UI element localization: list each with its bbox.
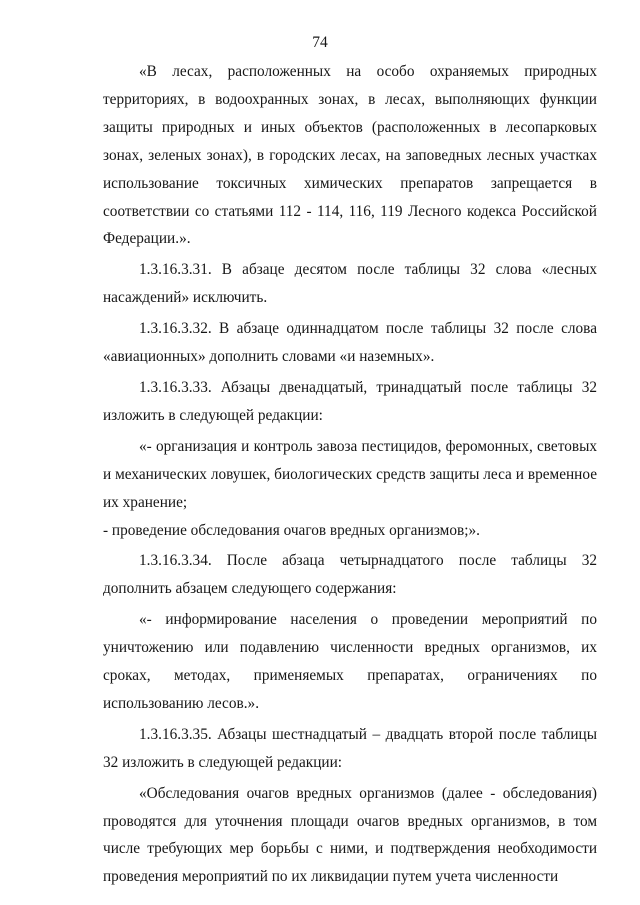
- paragraph-1-3-16-3-32: 1.3.16.3.32. В абзаце одиннадцатом после таблицы 32 после слова «авиационных» дополнить словами «и наземных».: [103, 320, 597, 366]
- paragraph-informing-population: «- информирование населения о проведении мероприятий по уничтожению или подавлению численности вредных организмов, их сроках, методах, применяемых препаратах, ограничениях по использованию лесов.».: [103, 611, 597, 712]
- page-number: 74: [312, 34, 328, 51]
- paragraph-1-3-16-3-31: 1.3.16.3.31. В абзаце десятом после таблицы 32 слова «лесных насаждений» исключить.: [103, 261, 597, 307]
- paragraph-1-3-16-3-34: 1.3.16.3.34. После абзаца четырнадцатого после таблицы 32 дополнить абзацем следующего содержания:: [103, 552, 597, 598]
- paragraph-pesticide-control: «- организация и контроль завоза пестицидов, феромонных, световых и механических ловушек, биологических средств защиты леса и временное их хранение;: [103, 437, 597, 511]
- paragraph-quote-forests: «В лесах, расположенных на особо охраняемых природных территориях, в водоохранных зонах, в лесах, выполняющих функции защиты природных и иных объектов (расположенных в лесопарковых зонах, зеленых зонах), в городских лесах, на заповедных лесных участках использование токсичных химических препаратов запрещается в соответствии со статьями 112 - 114, 116, 119 Лесного кодекса Российской Федерации.».: [103, 63, 597, 248]
- document-body: [103, 58, 597, 891]
- paragraph-1-3-16-3-35: 1.3.16.3.35. Абзацы шестнадцатый – двадцать второй после таблицы 32 изложить в следующей редакции:: [103, 725, 597, 771]
- paragraph-1-3-16-3-33: 1.3.16.3.33. Абзацы двенадцатый, тринадцатый после таблицы 32 изложить в следующей редакции:: [103, 378, 597, 424]
- paragraph-survey-foci: - проведение обследования очагов вредных организмов;».: [103, 521, 480, 539]
- paragraph-surveys: «Обследования очагов вредных организмов (далее - обследования) проводятся для уточнения площади очагов вредных организмов, в том числе требующих мер борьбы с ними, и подтверждения необходимости проведения мероприятий по их ликвидации путем учета численности: [103, 784, 597, 886]
